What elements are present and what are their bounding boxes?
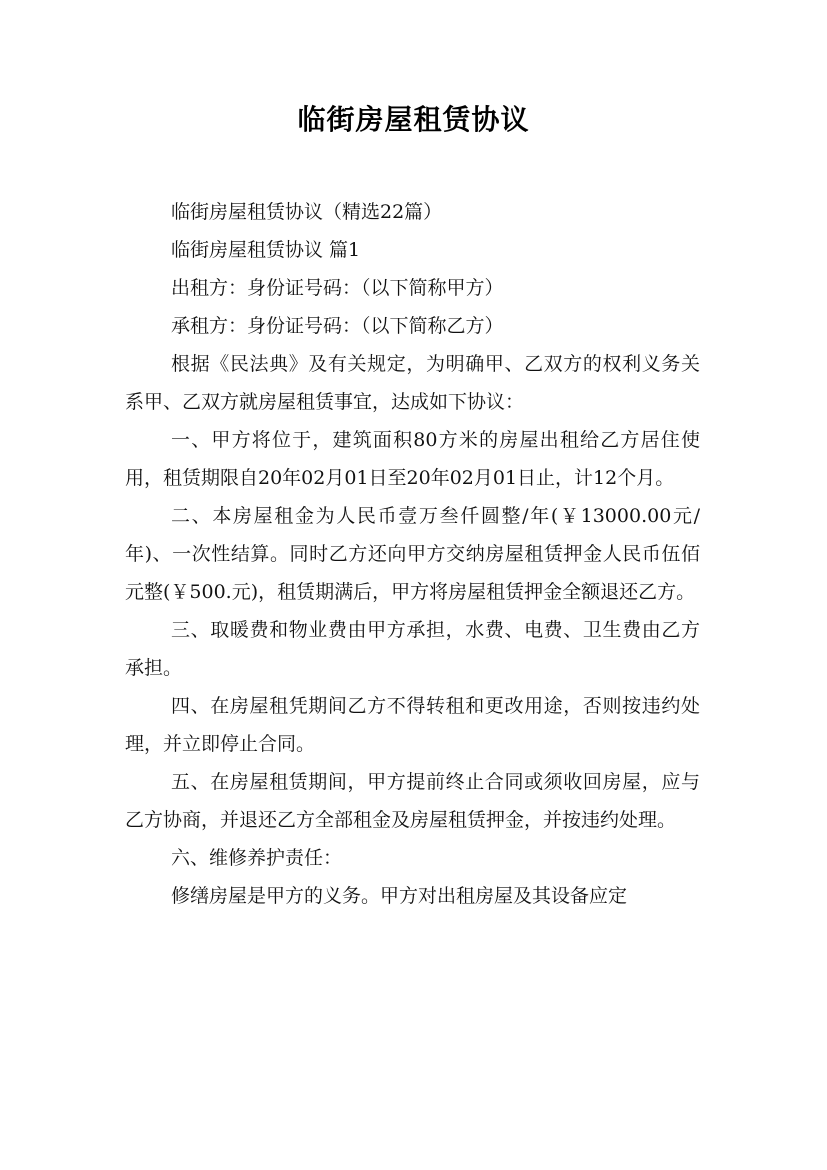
paragraph-clause-6: 六、维修养护责任：	[171, 847, 343, 869]
paragraph-lessee: 承租方：身份证号码：（以下简称乙方）	[171, 315, 504, 337]
paragraph-clause-3: 三、取暖费和物业费由甲方承担，水费、电费、卫生费由乙方承担。	[125, 619, 700, 679]
paragraph-preamble: 根据《民法典》及有关规定，为明确甲、乙双方的权利义务关系甲、乙双方就房屋租赁事宜，达成如下协议：	[125, 353, 700, 413]
paragraph-intro: 临街房屋租赁协议（精选22篇）	[171, 201, 443, 223]
document-body	[125, 193, 700, 915]
paragraph-lessor: 出租方：身份证号码：（以下简称甲方）	[171, 277, 504, 299]
paragraph-section-heading: 临街房屋租赁协议 篇1	[171, 239, 361, 261]
paragraph-clause-5: 五、在房屋租赁期间，甲方提前终止合同或须收回房屋，应与乙方协商，并退还乙方全部租金及房屋租赁押金，并按违约处理。	[125, 771, 700, 831]
paragraph-clause-2: 二、本房屋租金为人民币壹万叁仟圆整/年(￥13000.00元/年)、一次性结算。同时乙方还向甲方交纳房屋租赁押金人民币伍佰元整(￥500.元)，租赁期满后，甲方将房屋租赁押金全额退还乙方。	[125, 505, 700, 603]
paragraph-clause-6-text: 修缮房屋是甲方的义务。甲方对出租房屋及其设备应定	[171, 885, 628, 907]
paragraph-clause-1: 一、甲方将位于，建筑面积80方米的房屋出租给乙方居住使用，租赁期限自20年02月01日至20年02月01日止，计12个月。	[125, 429, 700, 489]
paragraph-clause-4: 四、在房屋租凭期间乙方不得转租和更改用途，否则按违约处理，并立即停止合同。	[125, 695, 700, 755]
document-title: 临街房屋租赁协议	[297, 103, 530, 136]
